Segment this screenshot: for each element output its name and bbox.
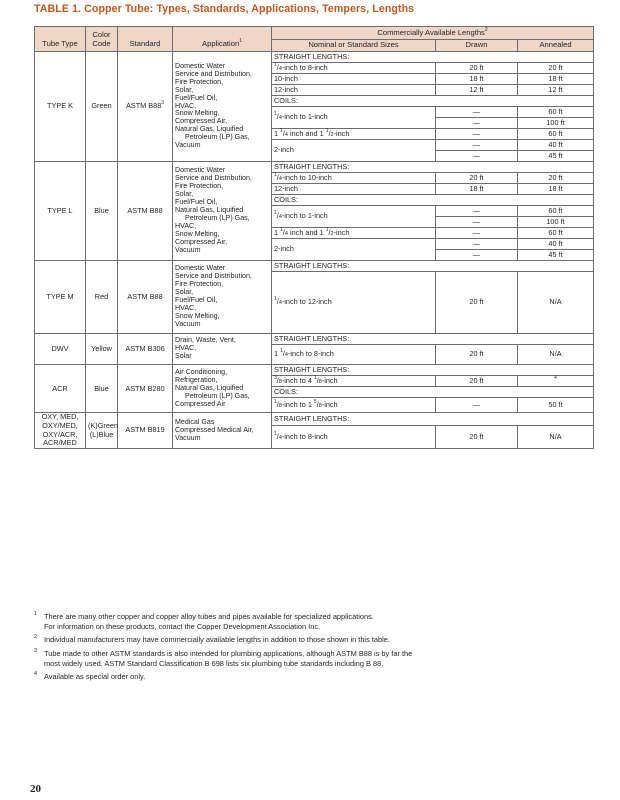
footnote (34, 635, 594, 645)
coils-label: COILS: (272, 387, 594, 398)
application-line: Compressed Air, (175, 237, 228, 246)
application-line: Vacuum (175, 319, 201, 328)
annealed-cell: 45 ft (518, 250, 594, 261)
color-code-cell: Red (86, 261, 118, 334)
application-cell (173, 162, 272, 261)
color-code-cell: Yellow (86, 334, 118, 365)
application-line: Natural Gas, Liquified (175, 125, 244, 134)
standard-footnote-mark: 3 (161, 100, 165, 107)
drawn-cell: 20 ft (436, 272, 518, 334)
footnote-line: Tube made to other ASTM standards is also intended for plumbing applications, although ASTM B88 is by far the (44, 648, 413, 658)
application-cell (173, 334, 272, 365)
standard-text: ASTM B88 (127, 205, 163, 215)
application-line: Petroleum (LP) Gas, (185, 391, 250, 400)
application-line: Service and Distribution, (175, 174, 252, 183)
application-line: Fuel/Fuel Oil, (175, 93, 218, 102)
drawn-cell: 20 ft (436, 376, 518, 387)
annealed-cell (518, 376, 594, 387)
nominal-size-cell: 1 $^1$/4 inch and 1 $^1$/2-inch (272, 129, 436, 140)
nominal-size-cell: $^1$/4-inch to 10-inch (272, 173, 436, 184)
application-cell (173, 261, 272, 334)
annealed-cell: 60 ft (518, 206, 594, 217)
drawn-cell: — (436, 107, 518, 118)
application-line: Domestic Water (175, 166, 226, 175)
annealed-cell: 12 ft (518, 85, 594, 96)
header-color-code: Color Code (86, 27, 118, 52)
application-line: Service and Distribution, (175, 69, 252, 78)
application-line: Solar (175, 352, 192, 361)
nominal-size-cell: $^1$/4-inch to 12-inch (272, 272, 436, 334)
header-standard: Standard (118, 27, 173, 52)
drawn-cell: — (436, 217, 518, 228)
nominal-size-cell: 12-inch (272, 85, 436, 96)
annealed-cell: N/A (518, 425, 594, 448)
application-line: Compressed Air, (175, 117, 228, 126)
application-line: Fuel/Fuel Oil, (175, 198, 218, 207)
table-row (35, 334, 594, 345)
color-code-cell: Blue (86, 162, 118, 261)
annealed-cell: 60 ft (518, 129, 594, 140)
application-line: Natural Gas, Liquified (175, 383, 244, 392)
application-line: Compressed Air (175, 399, 226, 408)
tube-type-cell: TYPE L (35, 162, 86, 261)
drawn-cell: — (436, 129, 518, 140)
application-line: Natural Gas, Liquified (175, 206, 244, 215)
color-code-line: (K)Green (88, 420, 119, 430)
straight-lengths-label: STRAIGHT LENGTHS: (272, 365, 594, 376)
annealed-cell: 40 ft (518, 239, 594, 250)
application-line: Fuel/Fuel Oil, (175, 296, 218, 305)
nominal-size-cell: $^1$/4-inch to 1-inch (272, 206, 436, 228)
nominal-size-cell: 1 $^1$/4-inch to 8-inch (272, 345, 436, 365)
application-line: Petroleum (LP) Gas, (185, 133, 250, 142)
drawn-cell: — (436, 228, 518, 239)
application-cell (173, 413, 272, 448)
drawn-cell: 20 ft (436, 425, 518, 448)
header-annealed: Annealed (518, 40, 594, 52)
nominal-size-cell: $^3$/8-inch to 4 $^1$/8-inch (272, 376, 436, 387)
footnote-mark: 3 (34, 647, 38, 654)
application-line: Snow Melting, (175, 229, 220, 238)
coils-label: COILS: (272, 195, 594, 206)
straight-lengths-label: STRAIGHT LENGTHS: (272, 162, 594, 173)
application-line: Solar, (175, 85, 194, 94)
table-row (35, 261, 594, 272)
color-code-line: (L)Blue (89, 429, 114, 439)
standard-cell (118, 261, 173, 334)
drawn-cell: — (436, 239, 518, 250)
header-drawn: Drawn (436, 40, 518, 52)
header-tube-type: Tube Type (35, 27, 86, 52)
table-title: TABLE 1. Copper Tube: Types, Standards, Applications, Tempers, Lengths (34, 3, 415, 15)
footnote-line: Available as special order only. (44, 672, 146, 682)
drawn-cell: — (436, 250, 518, 261)
annealed-cell: 20 ft (518, 63, 594, 74)
standard-cell (118, 162, 173, 261)
tube-type-cell: ACR (35, 365, 86, 413)
footnote (34, 672, 594, 682)
annealed-cell: 100 ft (518, 118, 594, 129)
application-line: Snow Melting, (175, 109, 220, 118)
header-nominal: Nominal or Standard Sizes (272, 40, 436, 52)
application-line: Refrigeration, (175, 375, 218, 384)
standard-cell (118, 413, 173, 448)
application-line: Compressed Medical Air, (175, 425, 254, 434)
tube-type-cell: TYPE M (35, 261, 86, 334)
table-row (35, 162, 594, 173)
application-line: Domestic Water (175, 61, 226, 70)
tube-type-line: OXY/ACR, (42, 429, 78, 439)
table-row (35, 52, 594, 63)
drawn-cell: 20 ft (436, 173, 518, 184)
nominal-size-cell: 12-inch (272, 184, 436, 195)
annealed-cell: 18 ft (518, 74, 594, 85)
straight-lengths-label: STRAIGHT LENGTHS: (272, 261, 594, 272)
application-line: Vacuum (175, 433, 201, 442)
tube-type-cell: TYPE K (35, 52, 86, 162)
nominal-size-cell: $^1$/4-inch to 8-inch (272, 425, 436, 448)
drawn-cell: — (436, 151, 518, 162)
footnote-mark: 1 (34, 611, 38, 617)
annealed-cell: 60 ft (518, 107, 594, 118)
footnote-line: Individual manufacturers may have commercially available lengths in addition to those shown in this table. (44, 635, 390, 645)
application-line: Vacuum (175, 245, 201, 254)
standard-text: ASTM B306 (125, 343, 165, 353)
nominal-size-cell: $^1$/8-inch to 1 $^5$/8-inch (272, 398, 436, 413)
standard-text: ASTM B88 (125, 101, 162, 111)
drawn-cell: 20 ft (436, 345, 518, 365)
application-line: Air Conditioning, (175, 368, 228, 377)
nominal-size-cell: 2-inch (272, 140, 436, 162)
straight-lengths-label: STRAIGHT LENGTHS: (272, 334, 594, 345)
standard-cell (118, 52, 173, 162)
straight-lengths-label: STRAIGHT LENGTHS: (272, 413, 594, 425)
footnote (34, 612, 594, 631)
tube-type-line: ACR/MED (43, 438, 77, 448)
annealed-cell: 45 ft (518, 151, 594, 162)
application-line: Petroleum (LP) Gas, (185, 213, 250, 222)
application-line: Fire Protection, (175, 77, 224, 86)
footnote-line: For information on these products, contact the Copper Development Association Inc. (44, 621, 321, 631)
nominal-size-cell: 10-inch (272, 74, 436, 85)
application-line: Service and Distribution, (175, 272, 252, 281)
annealed-footnote-mark: 4 (554, 375, 557, 382)
application-line: Fire Protection, (175, 280, 224, 289)
color-code-cell: Blue (86, 365, 118, 413)
header-application: Application$^1$ (173, 27, 272, 52)
application-line: Vacuum (175, 141, 201, 150)
standard-cell (118, 334, 173, 365)
drawn-cell: 12 ft (436, 85, 518, 96)
annealed-cell: 20 ft (518, 173, 594, 184)
application-cell (173, 365, 272, 413)
drawn-cell: — (436, 118, 518, 129)
application-line: Snow Melting, (175, 311, 220, 320)
nominal-size-cell: $^1$/4-inch to 1-inch (272, 107, 436, 129)
copper-tube-table (34, 26, 594, 449)
drawn-cell: 18 ft (436, 74, 518, 85)
standard-text: ASTM B819 (125, 425, 165, 435)
standard-text: ASTM B280 (125, 383, 165, 393)
application-line: HVAC, (175, 344, 197, 353)
application-line: Solar, (175, 288, 194, 297)
annealed-cell: 18 ft (518, 184, 594, 195)
footnote (34, 649, 594, 668)
drawn-cell: — (436, 206, 518, 217)
application-line: HVAC, (175, 304, 197, 313)
footnote-line: There are many other copper and copper alloy tubes and pipes available for specialized applications. (44, 612, 374, 621)
annealed-cell: 50 ft (518, 398, 594, 413)
standard-cell (118, 365, 173, 413)
application-line: Domestic Water (175, 264, 226, 273)
tube-type-line: OXY/MED, (42, 420, 78, 430)
coils-label: COILS: (272, 96, 594, 107)
tube-type-cell (35, 413, 86, 448)
standard-text: ASTM B88 (127, 291, 163, 301)
footnote-mark: 4 (34, 671, 38, 678)
header-commercial: Commercially Available Lengths$^2$ (272, 27, 594, 40)
annealed-cell: 40 ft (518, 140, 594, 151)
page-number: 20 (30, 783, 41, 795)
footnote-line: most widely used. ASTM Standard Classification B 698 lists six plumbing tube standards including B 88. (44, 658, 384, 668)
nominal-size-cell: $^1$/4-inch to 8-inch (272, 63, 436, 74)
color-code-cell: Green (86, 52, 118, 162)
tube-type-cell: DWV (35, 334, 86, 365)
color-code-cell (86, 413, 118, 448)
application-line: Medical Gas (175, 417, 215, 426)
annealed-cell: N/A (518, 272, 594, 334)
table-row (35, 413, 594, 425)
drawn-cell: 18 ft (436, 184, 518, 195)
annealed-cell: 60 ft (518, 228, 594, 239)
nominal-size-cell: 1 $^1$/4 inch and 1 $^1$/2-inch (272, 228, 436, 239)
drawn-cell: 20 ft (436, 63, 518, 74)
application-line: HVAC, (175, 221, 197, 230)
application-line: Fire Protection, (175, 182, 224, 191)
drawn-cell: — (436, 398, 518, 413)
nominal-size-cell: 2-inch (272, 239, 436, 261)
straight-lengths-label: STRAIGHT LENGTHS: (272, 52, 594, 63)
table-body (35, 52, 594, 449)
tube-type-line: OXY, MED, (41, 412, 79, 422)
application-cell (173, 52, 272, 162)
application-line: HVAC, (175, 101, 197, 110)
drawn-cell: — (436, 140, 518, 151)
application-line: Solar, (175, 190, 194, 199)
annealed-cell: 100 ft (518, 217, 594, 228)
footnotes (34, 612, 594, 686)
annealed-cell: N/A (518, 345, 594, 365)
application-line: Drain, Waste, Vent, (175, 336, 236, 345)
footnote-mark: 2 (34, 634, 38, 641)
